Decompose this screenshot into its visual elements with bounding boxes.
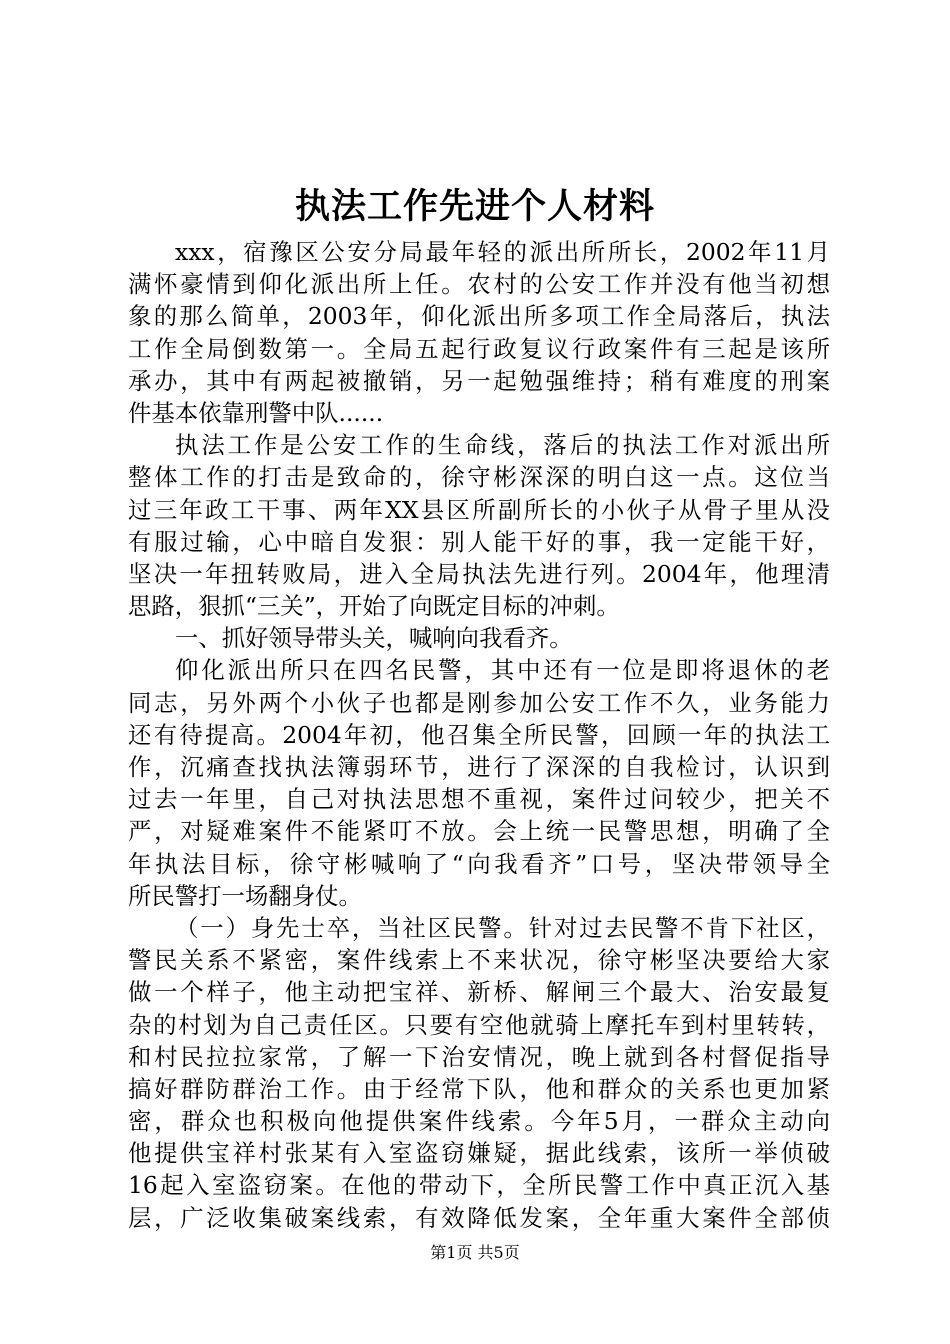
body-line: 仰化派出所只在四名民警，其中还有一位是即将退休的老 bbox=[175, 656, 830, 685]
body-line: 件基本依靠刑警中队...... bbox=[128, 398, 384, 427]
body-line: 杂的村划为自己责任区。只要有空他就骑上摩托车到村里转转， bbox=[128, 1010, 830, 1039]
body-line: 还有待提高。2004年初，他召集全所民警，回顾一年的执法工 bbox=[128, 720, 830, 749]
body-line: 做一个样子，他主动把宝祥、新桥、解闸三个最大、治安最复 bbox=[128, 978, 830, 1007]
body-line: 执法工作是公安工作的生命线，落后的执法工作对派出所 bbox=[175, 431, 830, 460]
body-line: 工作全局倒数第一。全局五起行政复议行政案件有三起是该所 bbox=[128, 334, 830, 363]
document-body bbox=[128, 236, 830, 1234]
body-line: 他提供宝祥村张某有入室盗窃嫌疑，据此线索，该所一举侦破 bbox=[128, 1139, 830, 1168]
body-line: 警民关系不紧密，案件线索上不来状况，徐守彬坚决要给大家 bbox=[128, 946, 830, 975]
body-line: 一、抓好领导带头关，喊响向我看齐。 bbox=[175, 624, 573, 653]
body-line: 思路，狠抓“三关”，开始了向既定目标的冲刺。 bbox=[128, 592, 620, 621]
body-line: 作，沉痛查找执法簿弱环节，进行了深深的自我检讨，认识到 bbox=[128, 753, 830, 781]
body-line: 年执法目标，徐守彬喊响了“向我看齐”口号，坚决带领导全 bbox=[128, 849, 830, 878]
body-line: 过三年政工干事、两年XX县区所副所长的小伙子从骨子里从没 bbox=[128, 495, 830, 524]
body-line: 密，群众也积极向他提供案件线索。今年5月，一群众主动向 bbox=[128, 1107, 830, 1136]
body-line: 承办，其中有两起被撤销，另一起勉强维持；稍有难度的刑案 bbox=[128, 366, 830, 395]
body-line: 象的那么简单，2003年，仰化派出所多项工作全局落后，执法 bbox=[128, 302, 830, 331]
page-footer: 第1页 共5页 bbox=[430, 1243, 520, 1262]
body-line: 搞好群防群治工作。由于经常下队，他和群众的关系也更加紧 bbox=[128, 1074, 830, 1103]
body-line: 和村民拉拉家常，了解一下治安情况，晚上就到各村督促指导 bbox=[128, 1042, 830, 1071]
body-line: 所民警打一场翻身仗。 bbox=[128, 881, 362, 910]
body-line: （一）身先士卒，当社区民警。针对过去民警不肯下社区， bbox=[175, 913, 830, 942]
body-line: xxx，宿豫区公安分局最年轻的派出所所长，2002年11月 bbox=[175, 238, 830, 266]
body-line: 坚决一年扭转败局，进入全局执法先进行列。2004年，他理清 bbox=[128, 559, 830, 588]
body-line: 满怀豪情到仰化派出所上任。农村的公安工作并没有他当初想 bbox=[128, 270, 830, 299]
body-line: 16起入室盗窃案。在他的带动下，全所民警工作中真正沉入基 bbox=[128, 1171, 830, 1200]
body-line: 同志，另外两个小伙子也都是刚参加公安工作不久，业务能力 bbox=[128, 688, 830, 717]
document-title: 执法工作先进个人材料 bbox=[294, 186, 655, 227]
body-line: 过去一年里，自己对执法思想不重视，案件过问较少，把关不 bbox=[128, 785, 830, 814]
body-line: 有服过输，心中暗自发狠：别人能干好的事，我一定能干好， bbox=[128, 527, 830, 556]
body-line: 层，广泛收集破案线索，有效降低发案，全年重大案件全部侦 bbox=[128, 1203, 830, 1232]
body-line: 严，对疑难案件不能紧叮不放。会上统一民警思想，明确了全 bbox=[128, 817, 830, 846]
body-line: 整体工作的打击是致命的，徐守彬深深的明白这一点。这位当 bbox=[128, 463, 830, 492]
